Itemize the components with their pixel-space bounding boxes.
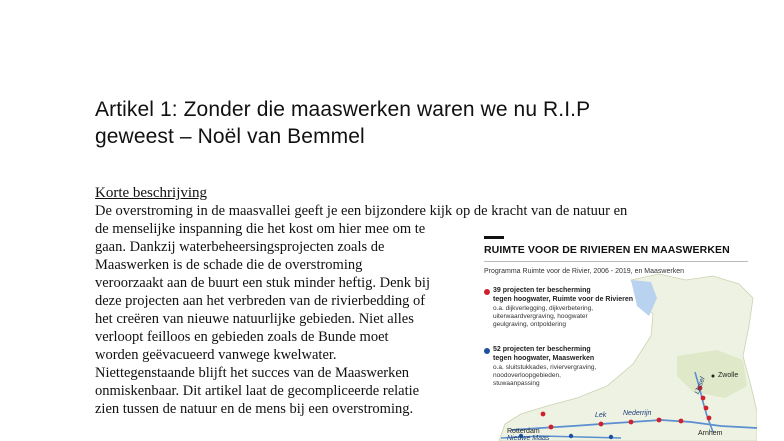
infographic [481, 236, 757, 441]
legend-detail-line: geulgraving, ontpoldering [493, 321, 566, 328]
legend-head-line: 39 projecten ter bescherming [493, 287, 591, 294]
legend-head-line: tegen hoogwater, Maaswerken [493, 355, 595, 362]
red-project-dot [707, 416, 712, 421]
article-title [95, 96, 735, 150]
body-line: Maaswerken is de schade die de overstroming [95, 257, 363, 273]
body-line: Niettegenstaande blijft het succes van de Maaswerken [95, 365, 410, 381]
red-project-dot [541, 412, 546, 417]
red-project-dot [701, 396, 706, 401]
article-title-line2: geweest – Noël van Bemmel [95, 125, 365, 148]
legend-dot-blue [484, 348, 490, 354]
place-label-arnhem: Arnhem [698, 430, 723, 437]
legend-head-line: 52 projecten ter bescherming [493, 346, 591, 353]
place-label-rotterdam: Rotterdam [507, 428, 540, 435]
body-line: veroorzaakt aan de buurt een stuk minder heftig. Denk bij [95, 275, 430, 291]
zwolle-marker [712, 375, 715, 378]
red-project-dot [657, 418, 662, 423]
river-label-nederrijn: Nederrijn [623, 410, 652, 417]
netherlands-map [481, 236, 757, 441]
article-title-line1: Artikel 1: Zonder die maaswerken waren we nu R.I.P [95, 98, 591, 121]
legend-detail-line: uiterwaardvergraving, hoogwater [493, 313, 588, 320]
legend-detail-line: noodoverloopgebieden, [493, 372, 561, 379]
body-line: zien tussen de natuur en de mens bij een overstroming. [95, 401, 414, 417]
body-line: verloopt feilloos en gebieden zoals de Bunde moet [95, 329, 389, 345]
legend-head-line: tegen hoogwater, Ruimte voor de Rivieren [493, 296, 634, 303]
body-line: onmiskenbaar. Dit artikel laat de gecompliceerde relatie [95, 383, 420, 399]
river-label-ijssel: IJssel [694, 376, 707, 396]
body-line: De overstroming in de maasvallei geeft je een bijzondere kijk op de kracht van de natuur en [95, 203, 628, 219]
river-label-lek: Lek [595, 412, 607, 419]
infographic-title: RUIMTE VOOR DE RIVIEREN EN MAASWERKEN [484, 244, 730, 256]
legend-detail-line: o.a. dijkverlegging, dijkverbetering, [493, 305, 594, 312]
body-line: deze projecten aan het verbreden van de rivierbedding of [95, 293, 426, 309]
body-line: worden geëvacueerd vanwege kwelwater. [95, 347, 337, 363]
body-line: gaan. Dankzij waterbeheersingsprojecten zoals de [95, 239, 385, 255]
river-label-nieuwe-maas: Nieuwe Maas [507, 435, 550, 441]
legend-detail-line: o.a. sluitstukkades, riviervergraving, [493, 364, 597, 371]
blue-project-dot [569, 434, 573, 438]
red-project-dot [599, 422, 604, 427]
red-project-dot [629, 420, 634, 425]
legend-dot-red [484, 289, 490, 295]
legend-detail-line: stuwaanpassing [493, 380, 540, 387]
body-line: de menselijke inspanning die het kost om hier mee om te [95, 221, 426, 237]
infographic-subtitle: Programma Ruimte voor de Rivier, 2006 - 2019, en Maaswerken [484, 268, 684, 275]
red-project-dot [679, 419, 684, 424]
place-label-zwolle: Zwolle [718, 372, 739, 379]
red-project-dot [704, 406, 709, 411]
red-project-dot [549, 425, 554, 430]
body-line: het creëren van nieuwe natuurlijke gebieden. Niet alles [95, 311, 414, 327]
blue-project-dot [609, 435, 613, 439]
section-heading: Korte beschrijving [95, 185, 208, 201]
